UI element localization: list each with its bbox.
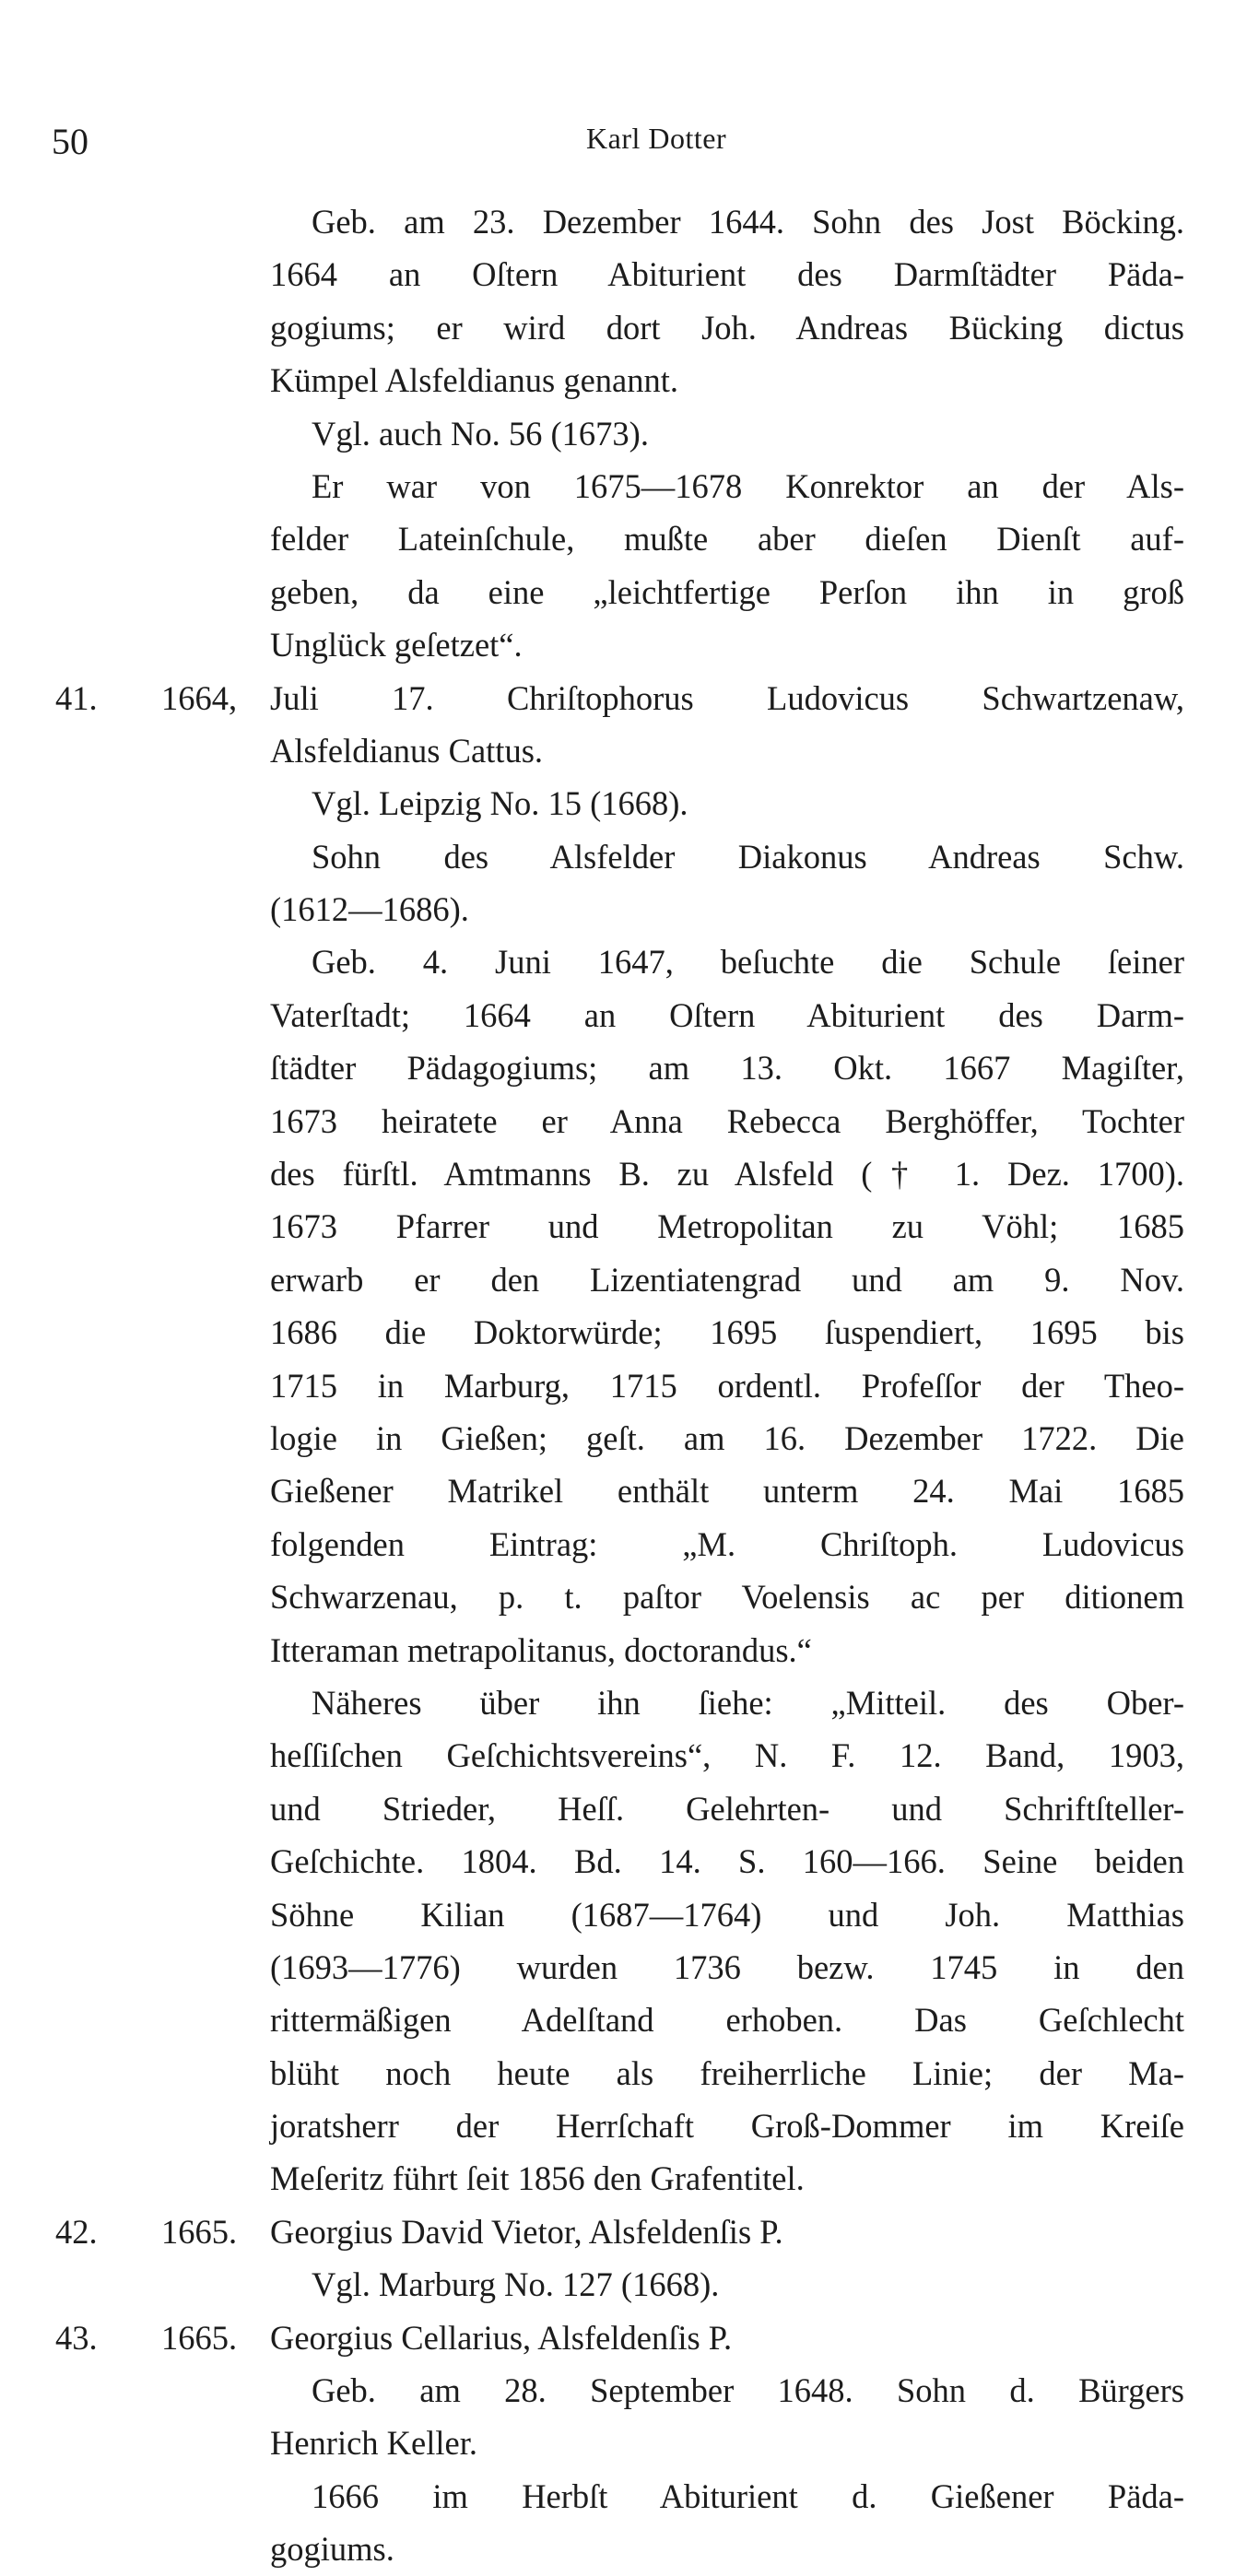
entry-heading-line <box>55 672 1184 724</box>
text-line <box>55 301 1184 354</box>
text-line <box>55 989 1184 1041</box>
text-line <box>55 1147 1184 1200</box>
text-line <box>55 1412 1184 1464</box>
text-line <box>55 1624 1184 1676</box>
body-text <box>55 195 1184 2576</box>
line-text: joratsherr der Herrſchaft Groß-Dommer im Kreiſe <box>270 2107 1184 2146</box>
text-line <box>55 1095 1184 1147</box>
text-line <box>55 1941 1184 1994</box>
text-line <box>55 1835 1184 1888</box>
line-text: 1686 die Doktorwürde; 1695 ſuspendiert, 1695 bis <box>270 1313 1184 1352</box>
line-text: erwarb er den Lizentiatengrad und am 9. Nov. <box>270 1260 1184 1299</box>
text-line <box>55 2470 1184 2523</box>
text-line <box>55 1518 1184 1570</box>
text-line <box>55 407 1184 460</box>
line-text: Geb. 4. Juni 1647, beſuchte die Schule ſeiner <box>312 943 1184 982</box>
text-line <box>55 460 1184 512</box>
entry-year: 1665. <box>161 2212 238 2251</box>
line-text: Söhne Kilian (1687—1764) und Joh. Matthias <box>270 1895 1184 1934</box>
line-text: Gießener Matrikel enthält unterm 24. Mai 1685 <box>270 1472 1184 1511</box>
line-text: Georgius Cellarius, Alsfeldenſis P. <box>270 2318 733 2357</box>
line-text: ſtädter Pädagogiums; am 13. Okt. 1667 Magiſter, <box>270 1049 1184 1088</box>
line-text: des fürſtl. Amtmanns B. zu Alsfeld († 1. Dez. 1700). <box>270 1155 1184 1194</box>
text-line <box>55 354 1184 406</box>
line-text: Georgius David Vietor, Alsfeldenſis P. <box>270 2212 783 2251</box>
text-line <box>55 1306 1184 1359</box>
line-text: blüht noch heute als freiherrliche Linie; der Ma- <box>270 2053 1184 2092</box>
line-text: Sohn des Alsfelder Diakonus Andreas Schw. <box>312 837 1184 876</box>
text-line <box>55 195 1184 248</box>
line-text: heſſiſchen Geſchichtsvereins“, N. F. 12. Band, 1903, <box>270 1736 1184 1775</box>
line-text: logie in Gießen; geſt. am 16. Dezember 1722. Die <box>270 1418 1184 1457</box>
text-line <box>55 2152 1184 2205</box>
text-line <box>55 1464 1184 1517</box>
line-text: Näheres über ihn ſiehe: „Mitteil. des Ober- <box>312 1683 1184 1722</box>
running-head: Karl Dotter <box>586 122 727 155</box>
line-text: und Strieder, Heſſ. Gelehrten- und Schriftſteller- <box>270 1789 1184 1828</box>
line-text: (1693—1776) wurden 1736 bezw. 1745 in den <box>270 1947 1184 1986</box>
entry-heading-line <box>55 2205 1184 2258</box>
text-line <box>55 512 1184 565</box>
page-number: 50 <box>52 121 88 162</box>
text-line <box>55 618 1184 671</box>
line-text: Henrich Keller. <box>270 2424 477 2463</box>
line-text: Er war von 1675—1678 Konrektor an der Als- <box>312 466 1184 505</box>
line-text: Juli 17. Chriſtophorus Ludovicus Schwartzenaw, <box>270 678 1184 717</box>
text-line <box>55 1359 1184 1412</box>
line-text: Geb. am 23. Dezember 1644. Sohn des Jost Böcking. <box>312 203 1184 241</box>
line-text: Unglück geſetzet“. <box>270 626 523 665</box>
text-line <box>55 777 1184 829</box>
text-line <box>55 1200 1184 1253</box>
line-text: 1673 heiratete er Anna Rebecca Berghöffer, Tochter <box>270 1101 1184 1140</box>
line-text: 1673 Pfarrer und Metropolitan zu Vöhl; 1685 <box>270 1207 1184 1246</box>
line-text: Vgl. auch No. 56 (1673). <box>312 414 649 453</box>
line-text: rittermäßigen Adelſtand erhoben. Das Geſchlecht <box>270 2001 1184 2040</box>
line-text: Geb. am 28. September 1648. Sohn d. Bürgers <box>312 2371 1184 2410</box>
text-line <box>55 2523 1184 2575</box>
text-line <box>55 935 1184 988</box>
line-text: Itteraman metrapolitanus, doctorandus.“ <box>270 1630 812 1669</box>
line-text: Vgl. Leipzig No. 15 (1668). <box>312 784 688 823</box>
text-line <box>55 1041 1184 1094</box>
line-text: 1664 an Oſtern Abiturient des Darmſtädter Päda- <box>270 255 1184 294</box>
line-text: 1715 in Marburg, 1715 ordentl. Profeſſor der Theo- <box>270 1366 1184 1405</box>
line-text: (1612—1686). <box>270 890 469 929</box>
entry-heading-line <box>55 2311 1184 2364</box>
line-text: geben, da eine „leichtfertige Perſon ihn in groß <box>270 572 1184 611</box>
entry-year: 1664, <box>161 678 238 717</box>
entry-number: 43. <box>55 2318 98 2357</box>
line-text: Vaterſtadt; 1664 an Oſtern Abiturient des Darm- <box>270 995 1184 1034</box>
line-text: 1666 im Herbſt Abiturient d. Gießener Päda- <box>312 2476 1184 2515</box>
text-line <box>55 2100 1184 2152</box>
text-line <box>55 2417 1184 2469</box>
text-line <box>55 724 1184 777</box>
text-line <box>55 1782 1184 1835</box>
line-text: Alsfeldianus Cattus. <box>270 731 544 770</box>
line-text: Schwarzenau, p. t. paſtor Voelensis ac per ditionem <box>270 1578 1184 1617</box>
text-line <box>55 248 1184 300</box>
line-text: felder Lateinſchule, mußte aber dieſen Dienſt auf- <box>270 520 1184 559</box>
line-text: folgenden Eintrag: „M. Chriſtoph. Ludovicus <box>270 1524 1184 1563</box>
text-line <box>55 1253 1184 1306</box>
text-line <box>55 566 1184 618</box>
entry-year: 1665. <box>161 2318 238 2357</box>
entry-number: 41. <box>55 678 98 717</box>
line-text: Meſeritz führt ſeit 1856 den Grafentitel. <box>270 2159 805 2198</box>
line-text: Vgl. Marburg No. 127 (1668). <box>312 2265 720 2304</box>
text-line <box>55 1888 1184 1941</box>
text-line <box>55 1994 1184 2046</box>
line-text: gogiums. <box>270 2530 394 2569</box>
entry-number: 42. <box>55 2212 98 2251</box>
text-line <box>55 1570 1184 1623</box>
text-line <box>55 2364 1184 2417</box>
text-line <box>55 1729 1184 1782</box>
line-text: Geſchichte. 1804. Bd. 14. S. 160—166. Seine beiden <box>270 1842 1184 1881</box>
text-line <box>55 2047 1184 2100</box>
line-text: gogiums; er wird dort Joh. Andreas Bücking dictus <box>270 308 1184 347</box>
line-text: Kümpel Alsfeldianus genannt. <box>270 361 678 400</box>
page-header <box>52 120 1194 166</box>
text-line <box>55 1676 1184 1729</box>
text-line <box>55 830 1184 883</box>
text-line <box>55 883 1184 935</box>
